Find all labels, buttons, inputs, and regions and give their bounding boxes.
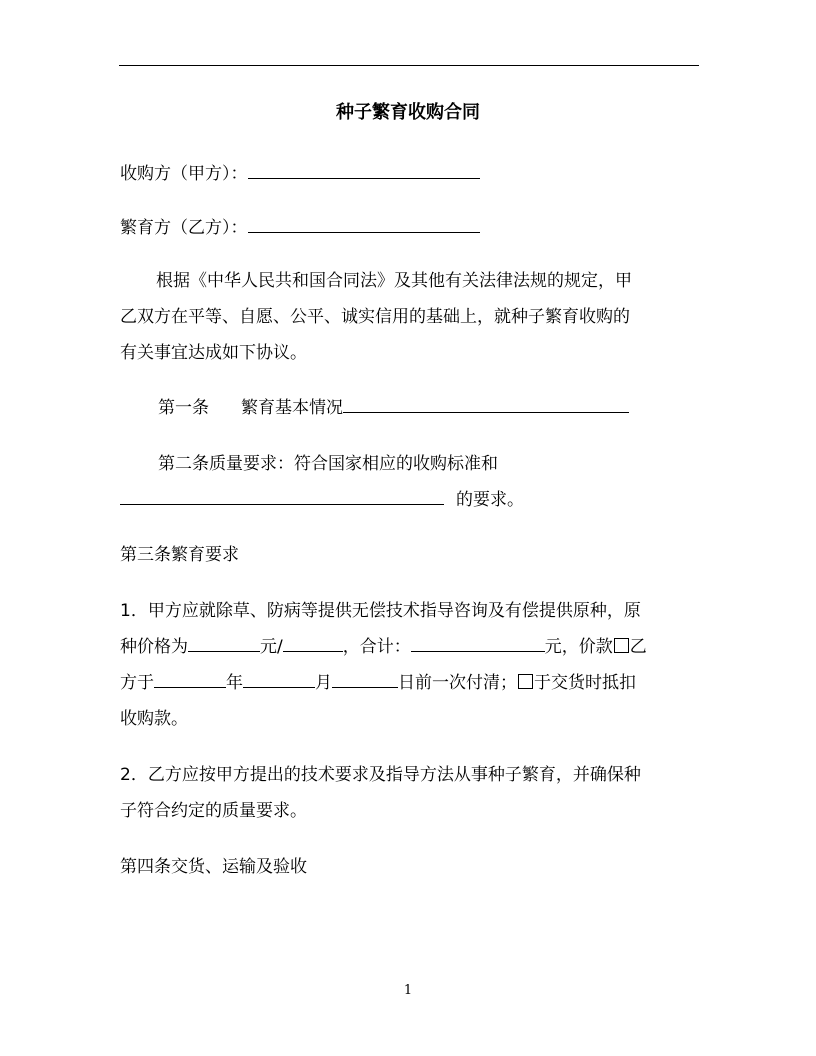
article-1-text: 繁育基本情况 — [241, 398, 343, 418]
party-b-label: 繁育方（乙方）： — [120, 218, 248, 238]
intro-line-3: 有关事宜达成如下协议。 — [120, 343, 307, 363]
article-3-item-2-line-1: 2．乙方应按甲方提出的技术要求及指导方法从事种子繁育，并确保种 — [120, 765, 641, 785]
checkbox-offset[interactable] — [518, 674, 533, 689]
unit-blank[interactable] — [283, 633, 343, 652]
day-blank[interactable] — [332, 669, 398, 688]
article-1 — [158, 390, 738, 426]
header-rule — [119, 65, 699, 66]
article-4-heading: 第四条交货、运输及验收 — [120, 857, 307, 877]
article-3-item-1-line-1: 1．甲方应就除草、防病等提供无偿技术指导咨询及有偿提供原种，原 — [120, 601, 641, 621]
price-label: 种价格为 — [120, 637, 188, 657]
total-label: ，合计： — [342, 637, 411, 657]
article-3-heading: 第三条繁育要求 — [120, 545, 239, 565]
page-number: 1 — [403, 983, 413, 998]
article-2-line-1: 第二条质量要求：符合国家相应的收购标准和 — [158, 454, 498, 474]
payment-label: 元，价款 — [544, 637, 613, 657]
article-2-suffix: 的要求。 — [456, 490, 524, 510]
article-3-item-2-line-2: 子符合约定的质量要求。 — [120, 801, 307, 821]
party-a-line — [120, 156, 700, 192]
year-blank[interactable] — [154, 669, 226, 688]
party-b-start: 乙 — [629, 637, 647, 657]
article-1-label: 第一条 — [158, 398, 209, 418]
offset-label: 于交货时抵扣 — [534, 673, 636, 693]
party-a-label: 收购方（甲方）： — [120, 164, 248, 184]
article-3-item-1-line-2 — [120, 629, 700, 665]
day-pay-label: 日前一次付清； — [398, 673, 517, 693]
party-at-label: 方于 — [120, 673, 154, 693]
month-label: 月 — [315, 673, 332, 693]
intro-line-2: 乙双方在平等、自愿、公平、诚实信用的基础上，就种子繁育收购的 — [120, 307, 630, 327]
party-b-blank[interactable] — [248, 214, 480, 233]
document-title: 种子繁育收购合同 — [336, 102, 480, 123]
total-blank[interactable] — [411, 633, 545, 652]
yuan-per-label: 元/ — [260, 637, 283, 657]
year-label: 年 — [226, 673, 243, 693]
article-1-blank[interactable] — [343, 394, 629, 413]
checkbox-pay-once[interactable] — [614, 638, 629, 653]
article-2-line-2 — [120, 482, 700, 518]
intro-line-1: 根据《中华人民共和国合同法》及其他有关法律法规的规定，甲 — [156, 271, 632, 291]
article-3-item-1-line-3 — [120, 665, 700, 701]
unit-price-blank[interactable] — [188, 633, 260, 652]
party-a-blank[interactable] — [248, 160, 480, 179]
month-blank[interactable] — [243, 669, 315, 688]
article-3-item-1-line-4: 收购款。 — [120, 709, 188, 729]
party-b-line — [120, 210, 700, 246]
article-2-blank[interactable] — [120, 486, 444, 505]
